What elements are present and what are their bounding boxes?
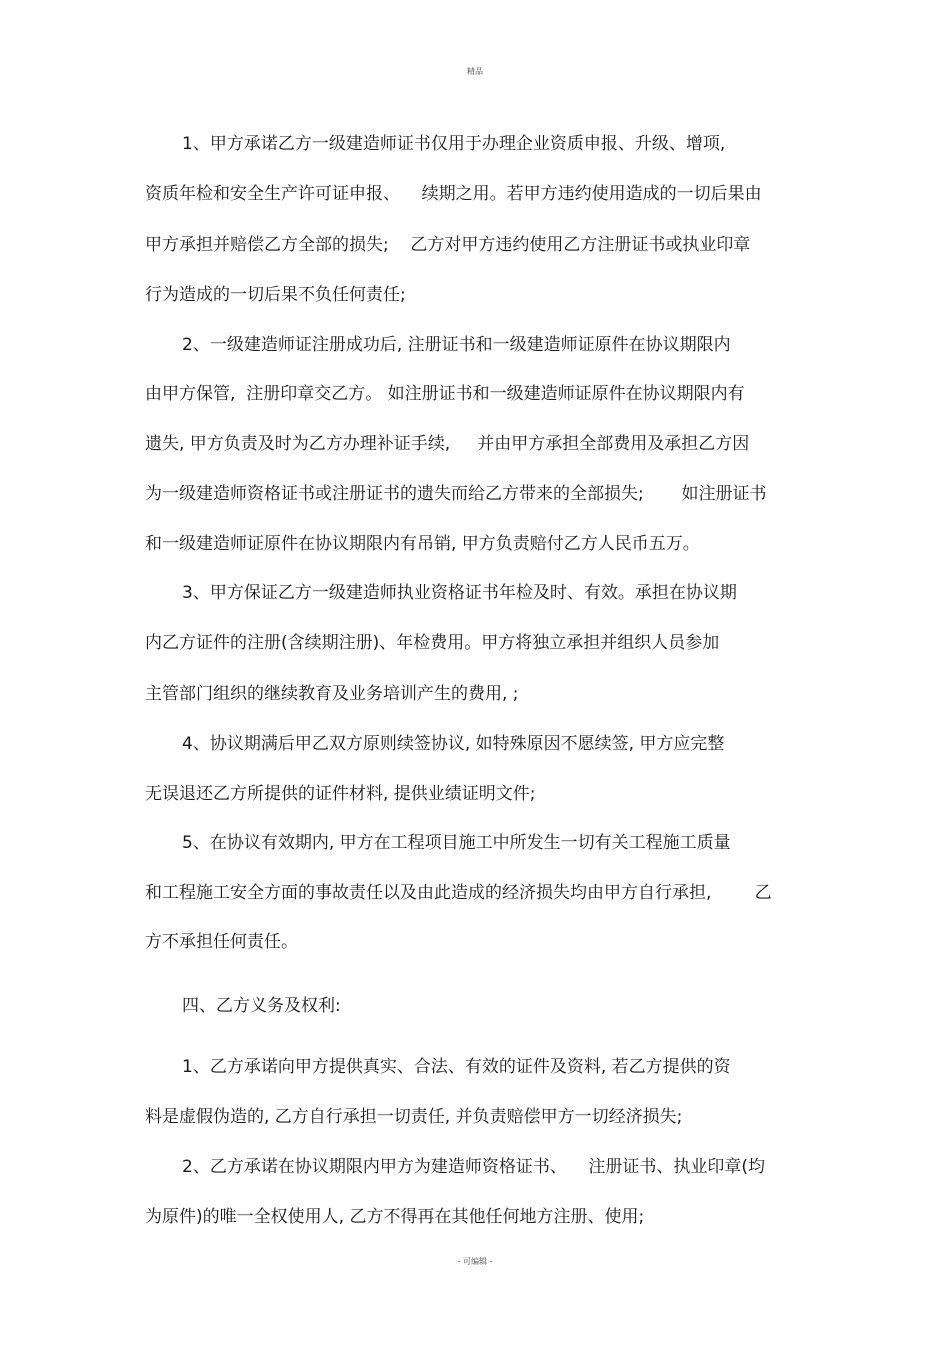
text-line: 内乙方证件的注册(含续期注册)、年检费用。甲方将独立承担并组织人员参加: [145, 633, 720, 653]
section-heading: 四、乙方义务及权利:: [182, 996, 341, 1016]
text-line: 5、在协议有效期内, 甲方在工程项目施工中所发生一切有关工程施工质量: [182, 833, 731, 853]
text-line: 1、乙方承诺向甲方提供真实、合法、有效的证件及资料, 若乙方提供的资: [182, 1057, 731, 1077]
text-line: 为一级建造师资格证书或注册证书的遗失而给乙方带来的全部损失; 如注册证书: [145, 484, 767, 504]
text-line: 料是虚假伪造的, 乙方自行承担一切责任, 并负责赔偿甲方一切经济损失;: [145, 1107, 683, 1127]
text-line: 2、一级建造师证注册成功后, 注册证书和一级建造师证原件在协议期限内: [182, 335, 731, 355]
text-line: 和工程施工安全方面的事故责任以及由此造成的经济损失均由甲方自行承担, 乙: [145, 883, 772, 903]
text-line: 3、甲方保证乙方一级建造师执业资格证书年检及时、有效。承担在协议期: [182, 583, 737, 603]
text-line: 由甲方保管, 注册印章交乙方。 如注册证书和一级建造师证原件在协议期限内有: [145, 384, 745, 404]
text-line: 1、甲方承诺乙方一级建造师证书仅用于办理企业资质申报、升级、增项,: [182, 134, 726, 154]
text-line: 遗失, 甲方负责及时为乙方办理补证手续, 并由甲方承担全部费用及承担乙方因: [145, 434, 750, 454]
text-line: 4、协议期满后甲乙双方原则续签协议, 如特殊原因不愿续签, 甲方应完整: [182, 734, 725, 754]
text-line: 2、乙方承诺在协议期限内甲方为建造师资格证书、 注册证书、执业印章(均: [182, 1157, 766, 1177]
text-line: 资质年检和安全生产许可证申报、 续期之用。若甲方违约使用造成的一切后果由: [145, 184, 762, 204]
text-line: 为原件)的唯一全权使用人, 乙方不得再在其他任何地方注册、使用;: [145, 1207, 645, 1227]
text-line: 和一级建造师证原件在协议期限内有吊销, 甲方负责赔付乙方人民币五万。: [145, 534, 700, 554]
text-line: 主管部门组织的继续教育及业务培训产生的费用, ;: [145, 684, 519, 704]
text-line: 行为造成的一切后果不负任何责任;: [145, 285, 406, 305]
text-line: 甲方承担并赔偿乙方全部的损失; 乙方对甲方违约使用乙方注册证书或执业印章: [145, 235, 751, 255]
text-line: 无误退还乙方所提供的证件材料, 提供业绩证明文件;: [145, 784, 536, 804]
text-line: 方不承担任何责任。: [145, 932, 298, 952]
page-header: 精品: [467, 67, 483, 76]
page-footer: - 可编辑 -: [457, 1257, 493, 1266]
